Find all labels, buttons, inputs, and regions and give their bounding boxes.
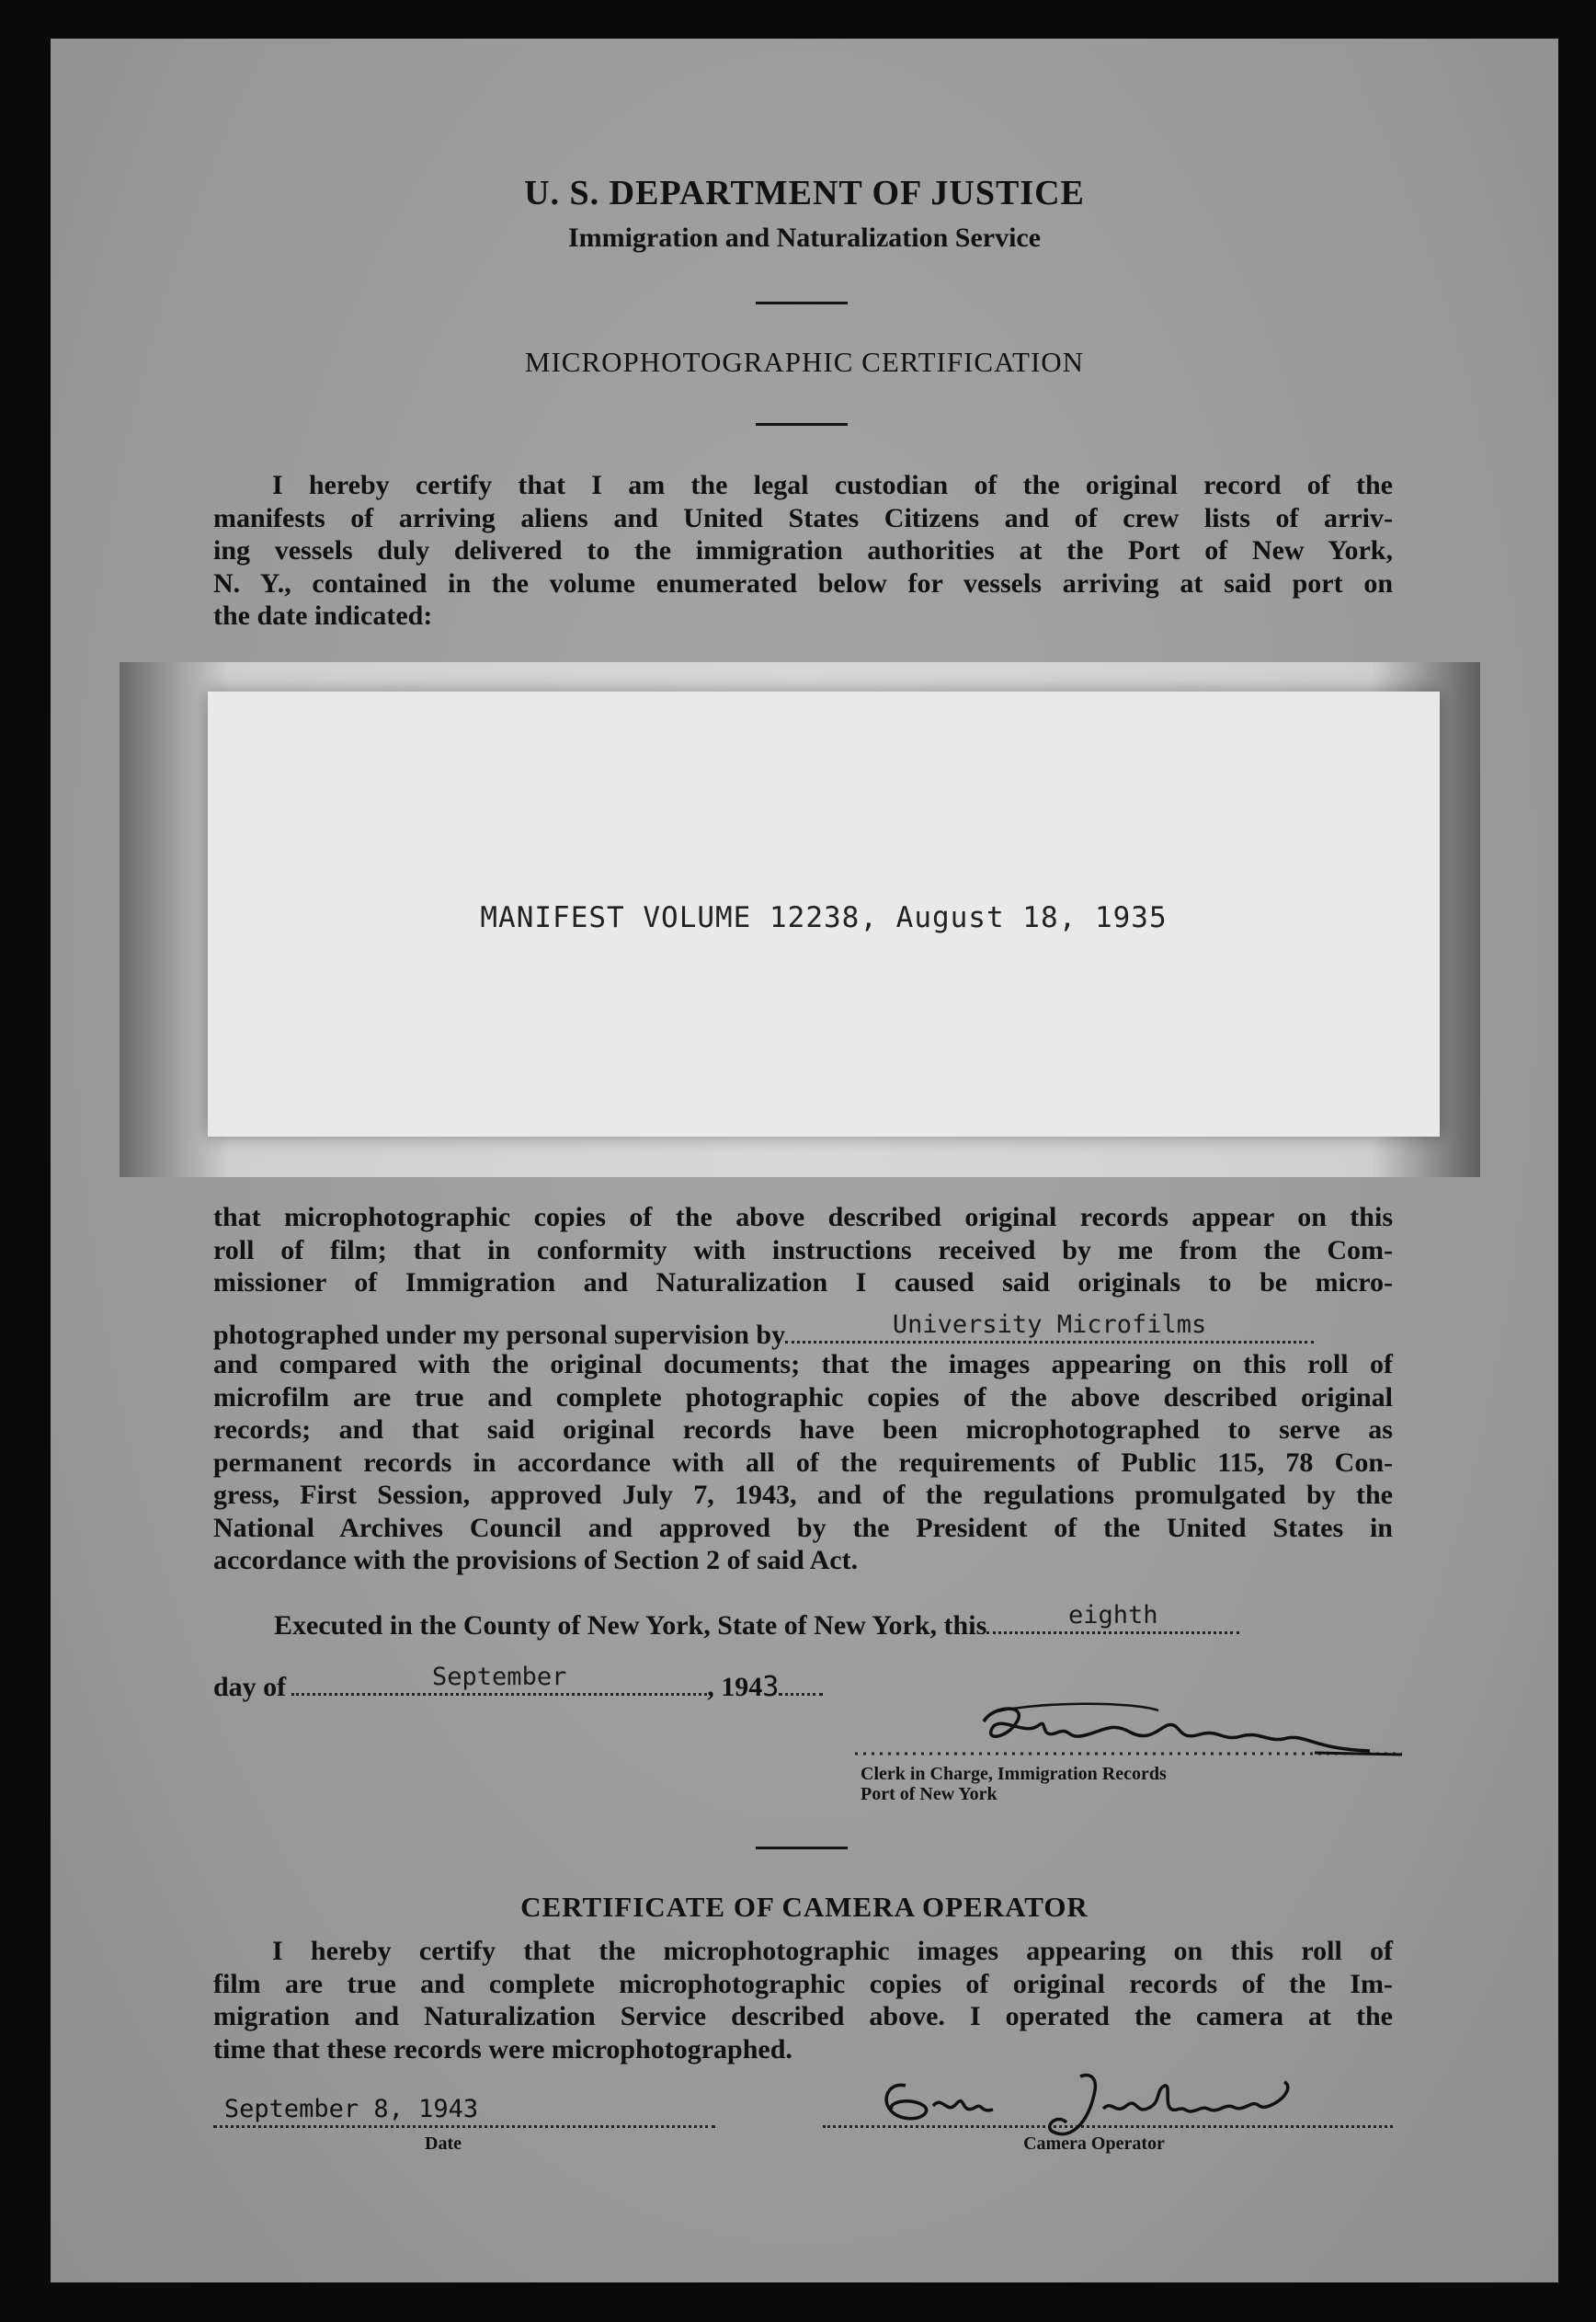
body-line: and compared with the original documents; that the images appearing on this roll of — [213, 1349, 1393, 1379]
month-field — [291, 1663, 707, 1696]
camera-certificate-title: CERTIFICATE OF CAMERA OPERATOR — [520, 1891, 1089, 1923]
camera-line: time that these records were microphotographed. — [213, 2033, 792, 2065]
photographer-row — [213, 1310, 1314, 1351]
intro-line: N. Y., contained in the volume enumerated below for vessels arriving at said port on — [213, 567, 1393, 599]
photographer-value: University Microfilms — [892, 1310, 1207, 1339]
certification-title: MICROPHOTOGRAPHIC CERTIFICATION — [524, 346, 1085, 378]
camera-operator-label: Camera Operator — [1023, 2133, 1165, 2154]
intro-line: ing vessels duly delivered to the immigration authorities at the Port of New York, — [213, 535, 1393, 566]
intro-line: the date indicated: — [213, 601, 433, 631]
photographed-prefix: photographed under my personal supervision by — [213, 1320, 786, 1350]
photographer-field — [785, 1310, 1314, 1344]
camera-line: film are true and complete microphotographic copies of original records of the Im- — [213, 1968, 1393, 1999]
body-line: National Archives Council and approved by the President of the United States in — [213, 1512, 1393, 1543]
year-prefix: , 194 — [707, 1672, 763, 1702]
intro-line: manifests of arriving aliens and United States Citizens and of crew lists of arriv- — [213, 502, 1393, 533]
body-line: records; and that said original records have been microphotographed to serve as — [213, 1414, 1393, 1445]
certification-intro — [213, 469, 1393, 633]
clerk-signature — [855, 1685, 1407, 1760]
execution-prefix: Executed in the County of New York, State of New York, this — [274, 1610, 987, 1641]
intro-line: I hereby certify that I am the legal custodian of the original record of the — [272, 470, 1393, 500]
camera-certificate-text — [213, 1935, 1393, 2065]
body-line: that microphotographic copies of the above described original records appear on this — [213, 1202, 1393, 1232]
department-heading: U. S. DEPARTMENT OF JUSTICE — [524, 174, 1085, 212]
year-digit: 3 — [762, 1671, 780, 1703]
clerk-title — [861, 1764, 1167, 1804]
body-line: missioner of Immigration and Naturalization I caused said originals to be micro- — [213, 1267, 1393, 1298]
header-divider — [756, 302, 848, 304]
clerk-title-line2: Port of New York — [861, 1784, 998, 1804]
manifest-volume-text: MANIFEST VOLUME 12238, August 18, 1935 — [480, 901, 1168, 934]
clerk-title-line1: Clerk in Charge, Immigration Records — [861, 1764, 1167, 1784]
camera-divider — [756, 1847, 848, 1849]
day-of-label: day of — [213, 1672, 287, 1702]
camera-date-field — [213, 2092, 715, 2128]
certification-body — [213, 1201, 1393, 1299]
body-line: permanent records in accordance with all of the requirements of Public 115, 78 Con- — [213, 1447, 1393, 1478]
inset-card — [208, 692, 1440, 1137]
title-divider — [756, 423, 848, 426]
year-trailing-dots — [779, 1667, 823, 1696]
body-line: accordance with the provisions of Section 2 of said Act. — [213, 1545, 859, 1575]
camera-line: I hereby certify that the microphotographic images appearing on this roll of — [272, 1936, 1393, 1966]
body-line: roll of film; that in conformity with instructions received by me from the Com- — [213, 1234, 1393, 1265]
camera-date-label: Date — [425, 2133, 462, 2154]
month-value: September — [432, 1663, 567, 1691]
day-field — [986, 1601, 1239, 1634]
body-line: microfilm are true and complete photographic copies of the above described original — [213, 1381, 1393, 1413]
body-line: gress, First Session, approved July 7, 1943, and of the regulations promulgated by the — [213, 1480, 1393, 1510]
camera-line: migration and Naturalization Service described above. I operated the camera at the — [213, 2001, 1393, 2031]
day-value: eighth — [1067, 1601, 1158, 1630]
certification-body-continued — [213, 1348, 1393, 1577]
service-heading: Immigration and Naturalization Service — [567, 223, 1042, 253]
camera-date-value: September 8, 1943 — [223, 2095, 479, 2123]
date-row — [213, 1663, 823, 1703]
execution-row — [274, 1601, 1239, 1641]
